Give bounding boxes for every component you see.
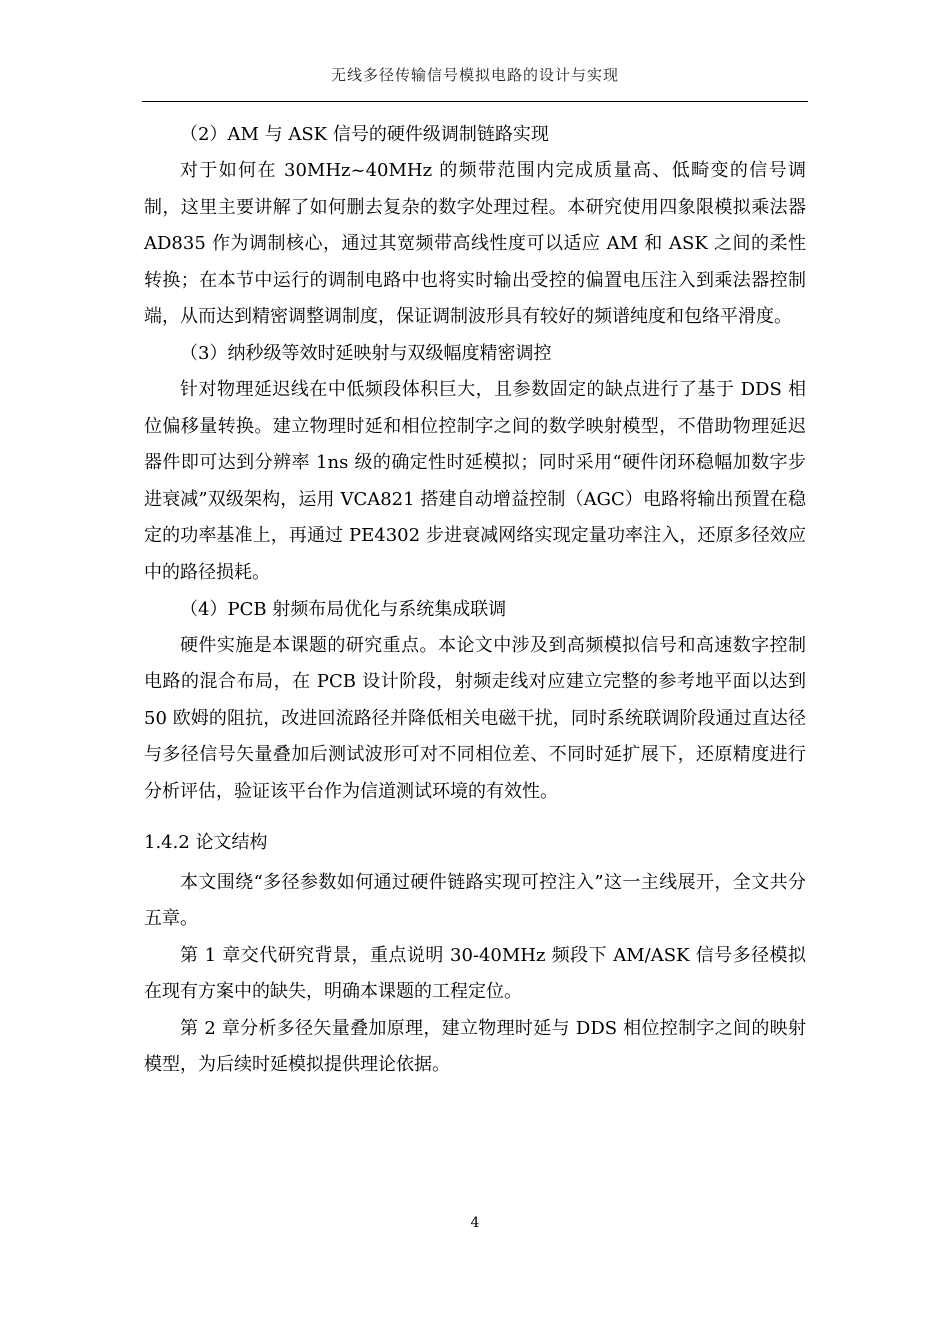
subsection-heading-pcb: （4）PCB 射频布局优化与系统集成联调	[180, 598, 507, 620]
paragraph-delay-amplitude: 针对物理延迟线在中低频段体积巨大，且参数固定的缺点进行了基于 DDS 相位偏移量转换。建立物理时延和相位控制字之间的数学映射模型，不借助物理延迟器件即可达到分辨率 1ns 级的确定性时延模拟；同时采用“硬件闭环稳幅加数字步进衰减”双级架构，运用 VCA821 搭建自动增益控制（AGC）电路将输出预置在稳定的功率基准上，再通过 PE4302 步进衰减网络实现定量功率注入，还原多径效应中的路径损耗。	[144, 378, 806, 583]
page-body	[144, 117, 806, 1084]
paragraph-pcb: 硬件实施是本课题的研究重点。本论文中涉及到高频模拟信号和高速数字控制电路的混合布局，在 PCB 设计阶段，射频走线对应建立完整的参考地平面以达到 50 欧姆的阻抗，改进回流路径并降低相关电磁干扰，同时系统联调阶段通过直达径与多径信号矢量叠加后测试波形可对不同相位差、不同时延扩展下，还原精度进行分析评估，验证该平台作为信道测试环境的有效性。	[144, 634, 806, 802]
section-heading-thesis-structure: 1.4.2 论文结构	[144, 831, 268, 853]
subsection-heading-am-ask: （2）AM 与 ASK 信号的硬件级调制链路实现	[180, 124, 549, 145]
paragraph-structure-intro: 本文围绕“多径参数如何通过硬件链路实现可控注入”这一主线展开，全文共分五章。	[144, 871, 806, 930]
paragraph-chapter-1: 第 1 章交代研究背景，重点说明 30-40MHz 频段下 AM/ASK 信号多径模拟在现有方案中的缺失，明确本课题的工程定位。	[144, 944, 806, 1003]
subsection-heading-delay-amplitude: （3）纳秒级等效时延映射与双级幅度精密调控	[180, 342, 552, 364]
paragraph-chapter-2: 第 2 章分析多径矢量叠加原理，建立物理时延与 DDS 相位控制字之间的映射模型，为后续时延模拟提供理论依据。	[144, 1017, 806, 1076]
paragraph-modulation: 对于如何在 30MHz~40MHz 的频带范围内完成质量高、低畸变的信号调制，这里主要讲解了如何删去复杂的数字处理过程。本研究使用四象限模拟乘法器 AD835 作为调制核心，通过其宽频带高线性度可以适应 AM 和 ASK 之间的柔性转换；在本节中运行的调制电路中也将实时输出受控的偏置电压注入到乘法器控制端，从而达到精密调整调制度，保证调制波形具有较好的频谱纯度和包络平滑度。	[144, 160, 806, 328]
running-header: 无线多径传输信号模拟电路的设计与实现	[330, 66, 619, 84]
page-number: 4	[470, 1215, 480, 1231]
header-rule	[142, 101, 808, 102]
